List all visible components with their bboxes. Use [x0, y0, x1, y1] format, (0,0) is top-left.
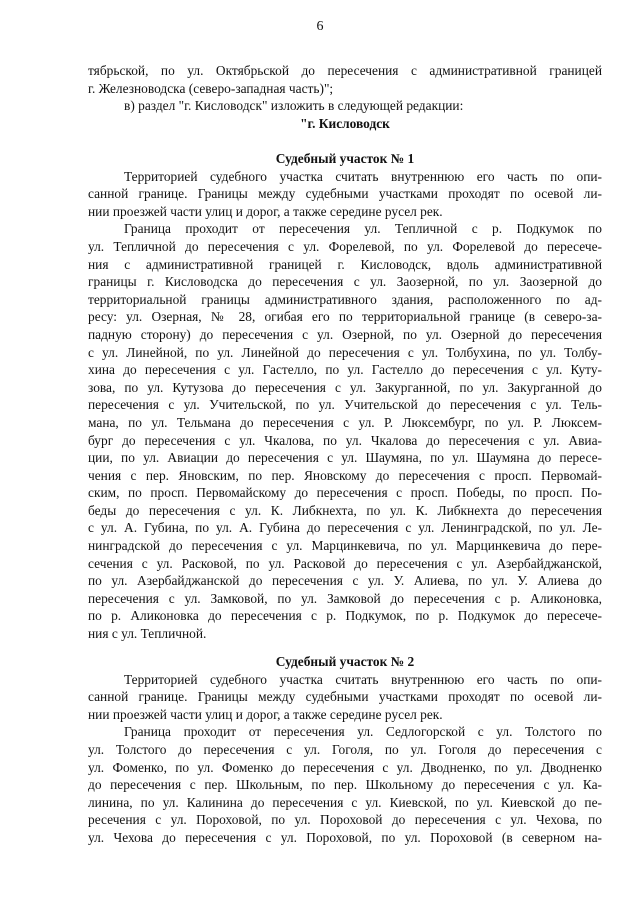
text-line: Территорией судебного участка считать внутреннюю его часть по опи- [124, 671, 602, 687]
text-line: ул. Чехова до пересечения с ул. Пороховой, по ул. Пороховой (в северном на- [88, 829, 602, 845]
text-line: Граница проходит от пересечения ул. Седлогорской с ул. Толстого по [124, 724, 602, 740]
text-line: ния с ул. Тепличной. [88, 626, 207, 642]
text-line: ния с административной границей г. Кисловодск, вдоль административной [88, 256, 602, 272]
text-line: по ул. Азербайджанской до пересечения с ул. У. Алиева, по ул. У. Алиева до [88, 573, 602, 589]
text-line: бург до пересечения с ул. Чкалова, по ул. Чкалова до пересечения с ул. Авиа- [88, 432, 602, 448]
paragraph-scope [88, 671, 602, 724]
page-number: 6 [316, 19, 324, 34]
text-line: ским, по просп. Первомайскому до пересечения с просп. Победы, по просп. По- [88, 485, 602, 501]
text-line: мана, по ул. Тельмана до пересечения с ул. Р. Люксембург, по ул. Р. Люксем- [88, 414, 602, 430]
intro-block [88, 62, 602, 132]
paragraph-scope [88, 168, 602, 221]
text-line: по р. Аликоновка до пересечения с р. Подкумок, по р. Подкумок до пересече- [88, 608, 602, 624]
city-heading: "г. Кисловодск [300, 115, 390, 131]
text-line: линина, по ул. Калинина до пересечения с ул. Киевской, по ул. Киевской до пе- [88, 794, 602, 810]
text-line: нинградской до пересечения с ул. Марцинкевича, по ул. Марцинкевича до пере- [88, 538, 602, 554]
section-title: Судебный участок № 1 [275, 151, 415, 166]
text-line: беды до пересечения с ул. К. Либкнехта, по ул. К. Либкнехта до пересечения [88, 502, 602, 518]
text-line: ул. Толстого до пересечения с ул. Гоголя, по ул. Гоголя до пересечения с [88, 741, 602, 757]
text-line: ул. Тепличной до пересечения с ул. Форелевой, по ул. Форелевой до пересече- [88, 238, 602, 254]
text-line: сечения с ул. Расковой, по ул. Расковой до пересечения с ул. Азербайджанской, [88, 555, 602, 571]
text-line: падную сторону) до пересечения с ул. Озерной, по ул. Озерной до пересечения [88, 326, 602, 342]
text-line: с ул. А. Губина, по ул. А. Губина до пересечения с ул. Ленинградской, по ул. Ле- [88, 520, 602, 536]
text-line: ул. Фоменко, по ул. Фоменко до пересечения с ул. Дводненко, по ул. Дводненко [88, 759, 602, 775]
text-line: ресечения с ул. Пороховой, по ул. Пороховой до пересечения с ул. Чехова, по [88, 812, 602, 828]
text-line: пересечения с ул. Замковой, по ул. Замковой до пересечения с р. Аликоновка, [88, 590, 602, 606]
paragraph-boundary [88, 723, 602, 846]
text-line: Граница проходит от пересечения ул. Тепличной с р. Подкумок по [124, 221, 602, 237]
text-line: ресу: ул. Озерная, № 28, огибая его по территориальной границе (в северо-за- [88, 309, 602, 325]
text-line: с ул. Линейной, по ул. Линейной до пересечения с ул. Толбухина, по ул. Толбу- [88, 344, 602, 360]
text-line: в) раздел "г. Кисловодск" изложить в следующей редакции: [124, 98, 464, 114]
text-line: нии проезжей части улиц и дорог, а также середине русел рек. [88, 706, 443, 722]
text-line: г. Железноводска (северо-западная часть)"; [88, 80, 334, 96]
text-line: санной границе. Границы между судебными участками проходят по осевой ли- [88, 689, 602, 705]
text-line: Территорией судебного участка считать внутреннюю его часть по опи- [124, 168, 602, 184]
text-line: чения с пер. Яновским, по пер. Яновскому до пересечения с просп. Первомай- [88, 467, 602, 483]
text-line: зова, по ул. Кутузова до пересечения с ул. Закурганной, по ул. Закурганной до [88, 379, 602, 395]
text-line: тябрьской, по ул. Октябрьской до пересечения с административной границей [88, 63, 602, 78]
text-line: ции, по ул. Авиации до пересечения с ул. Шаумяна, по ул. Шаумяна до пересе- [88, 450, 602, 466]
section-1 [88, 150, 602, 643]
text-line: хина до пересечения с ул. Гастелло, по ул. Гастелло до пересечения с ул. Куту- [88, 362, 602, 378]
section-title: Судебный участок № 2 [275, 654, 415, 669]
text-line: границы г. Кисловодска до пересечения с ул. Заозерной, по ул. Заозерной до [88, 274, 602, 290]
text-line: до пересечения с пер. Школьным, по пер. Школьному до пересечения с ул. Ка- [88, 777, 602, 793]
text-line: нии проезжей части улиц и дорог, а также середине русел рек. [88, 203, 443, 219]
text-line: пересечения с ул. Учительской, по ул. Учительской до пересечения с ул. Тель- [88, 397, 602, 413]
section-2 [88, 653, 602, 847]
paragraph-boundary [88, 220, 602, 642]
text-line: территориальной границы административного здания, расположенного по ад- [88, 291, 602, 307]
text-line: санной границе. Границы между судебными участками проходят по осевой ли- [88, 186, 602, 202]
